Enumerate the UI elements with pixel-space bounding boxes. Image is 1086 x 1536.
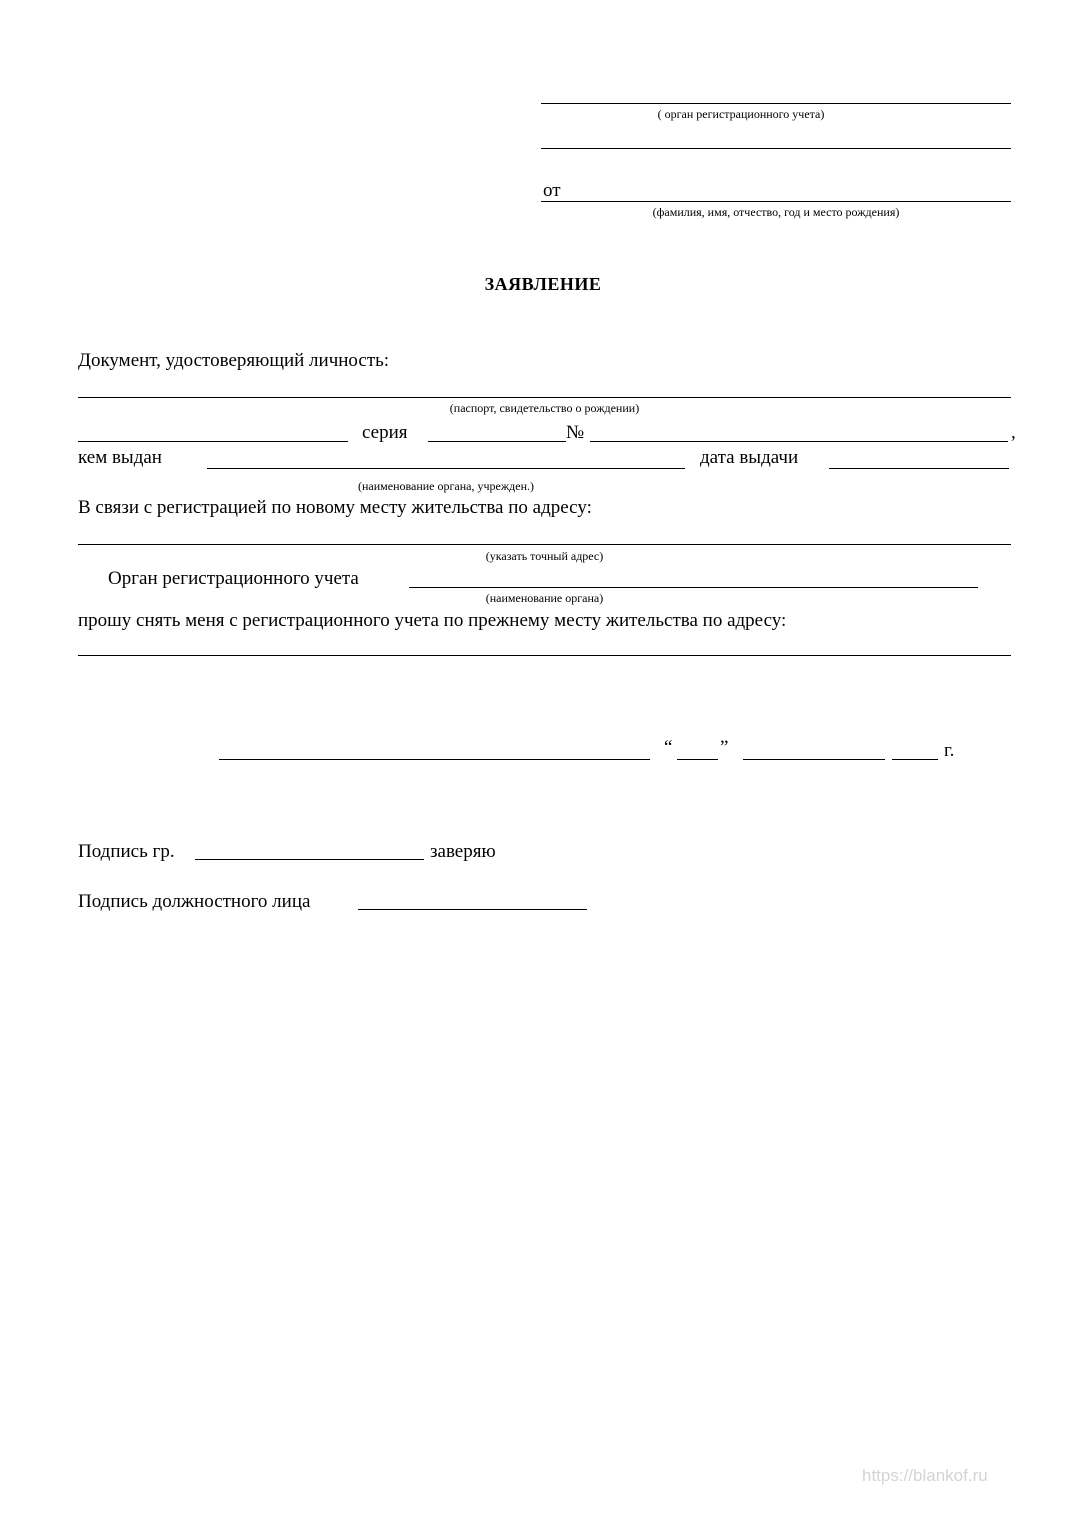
official-signature-label: Подпись должностного лица xyxy=(78,891,311,912)
new-address-line[interactable] xyxy=(78,544,1011,545)
series-line[interactable] xyxy=(428,441,566,442)
number-comma: , xyxy=(1011,422,1016,443)
from-line[interactable] xyxy=(541,201,1011,202)
number-label: № xyxy=(566,422,585,443)
date-close-quote: ” xyxy=(720,737,729,758)
registration-org-line[interactable] xyxy=(409,587,978,588)
new-address-text: В связи с регистрацией по новому месту жительства по адресу: xyxy=(78,497,592,518)
citizen-signature-line[interactable] xyxy=(195,859,424,860)
new-address-caption: (указать точный адрес) xyxy=(485,549,604,563)
identity-doc-line[interactable] xyxy=(78,397,1011,398)
identity-prefix-line[interactable] xyxy=(78,441,348,442)
issued-by-line[interactable] xyxy=(207,468,685,469)
issue-date-line[interactable] xyxy=(829,468,1009,469)
issued-by-caption: (наименование органа, учрежден.) xyxy=(357,479,534,493)
certify-label: заверяю xyxy=(430,841,496,862)
issued-by-label: кем выдан xyxy=(78,447,162,468)
identity-label: Документ, удостоверяющий личность: xyxy=(78,350,390,371)
number-line[interactable] xyxy=(590,441,1008,442)
applicant-signature-line[interactable] xyxy=(219,759,650,760)
date-month-line[interactable] xyxy=(743,759,885,760)
watermark-link[interactable]: https://blankof.ru xyxy=(862,1466,988,1485)
year-suffix: г. xyxy=(944,740,955,761)
official-signature-line[interactable] xyxy=(358,909,587,910)
registration-org-label: Орган регистрационного учета xyxy=(108,568,359,589)
issue-date-label: дата выдачи xyxy=(700,447,799,468)
date-day-line[interactable] xyxy=(677,759,718,760)
org-line-2[interactable] xyxy=(541,148,1011,149)
series-label: серия xyxy=(362,422,408,443)
org-caption: ( орган регистрационного учета) xyxy=(657,107,825,121)
registration-org-caption: (наименование органа) xyxy=(485,591,604,605)
old-address-line[interactable] xyxy=(78,655,1011,656)
from-label: от xyxy=(543,180,561,201)
date-open-quote: “ xyxy=(664,737,673,758)
date-year-line[interactable] xyxy=(892,759,938,760)
citizen-signature-label: Подпись гр. xyxy=(78,841,175,862)
old-address-text: прошу снять меня с регистрационного учета по прежнему месту жительства по адресу: xyxy=(78,610,787,631)
from-caption: (фамилия, имя, отчество, год и место рождения) xyxy=(652,205,900,219)
identity-doc-caption: (паспорт, свидетельство о рождении) xyxy=(449,401,640,415)
page-title: ЗАЯВЛЕНИЕ xyxy=(484,274,602,294)
org-line-1[interactable] xyxy=(541,103,1011,104)
